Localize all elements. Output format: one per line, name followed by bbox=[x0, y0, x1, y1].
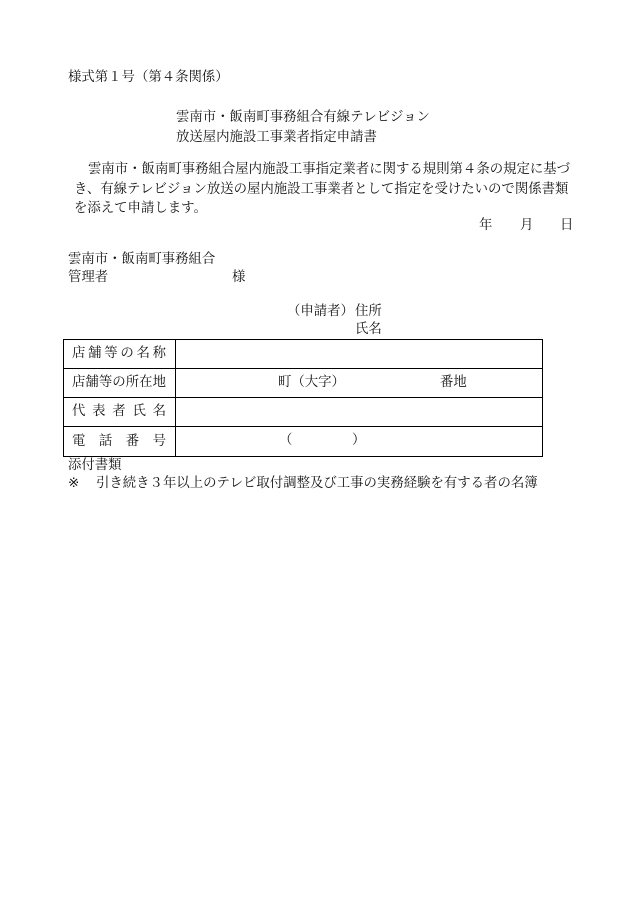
date-month-label: 月 bbox=[520, 218, 534, 233]
table-label-cell bbox=[64, 398, 176, 426]
table-row-shop-name bbox=[64, 340, 542, 369]
phone-number-label: 電 話 番 号 bbox=[72, 433, 166, 449]
addressee-role: 管理者 bbox=[68, 270, 109, 285]
attachments-note-mark: ※ bbox=[68, 476, 80, 491]
shop-location-label: 店舗等の所在地 bbox=[72, 375, 166, 390]
shop-name-label: 店舗等の名称 bbox=[72, 346, 166, 361]
table-row-phone bbox=[64, 427, 542, 456]
title-line-2: 放送屋内施設工事業者指定申請書 bbox=[176, 130, 377, 145]
representative-name-value-cell bbox=[176, 398, 542, 426]
addressee-org: 雲南市・飯南町事務組合 bbox=[68, 252, 216, 267]
table-row-shop-location bbox=[64, 369, 542, 398]
table-row-representative bbox=[64, 398, 542, 427]
shop-location-value-cell bbox=[176, 369, 542, 397]
form-number: 様式第１号（第４条関係） bbox=[68, 70, 229, 85]
attachments-heading: 添付書類 bbox=[68, 458, 122, 473]
applicant-label: （申請者） bbox=[287, 304, 354, 319]
table-label-cell bbox=[64, 427, 176, 456]
applicant-address-label: 住所 bbox=[355, 304, 382, 319]
shop-name-value-cell bbox=[176, 340, 542, 368]
date-year-label: 年 bbox=[479, 218, 493, 233]
table-label-cell bbox=[64, 340, 176, 368]
date-day-label: 日 bbox=[560, 218, 574, 233]
phone-paren-open: （ bbox=[279, 433, 293, 448]
body-line-2: き、有線テレビジョン放送の屋内施設工事業者として指定を受けたいので関係書類 bbox=[74, 182, 569, 197]
shop-info-table bbox=[63, 339, 543, 457]
attachments-item: 引き続き３年以上のテレビ取付調整及び工事の実務経験を有する者の名簿 bbox=[96, 476, 538, 491]
title-line-1: 雲南市・飯南町事務組合有線テレビジョン bbox=[176, 110, 430, 125]
phone-number-value-cell bbox=[176, 427, 542, 456]
representative-name-label: 代 表 者 氏 名 bbox=[72, 404, 166, 419]
phone-paren-close: ） bbox=[352, 433, 366, 448]
applicant-name-label: 氏名 bbox=[355, 322, 382, 337]
addressee-honorific: 様 bbox=[232, 270, 246, 285]
body-line-3: を添えて申請します。 bbox=[74, 201, 207, 216]
body-line-1: 雲南市・飯南町事務組合屋内施設工事指定業者に関する規則第４条の規定に基づ bbox=[88, 162, 571, 177]
table-label-cell bbox=[64, 369, 176, 397]
banchi-label: 番地 bbox=[440, 375, 467, 390]
town-label: 町（大字） bbox=[278, 375, 345, 390]
